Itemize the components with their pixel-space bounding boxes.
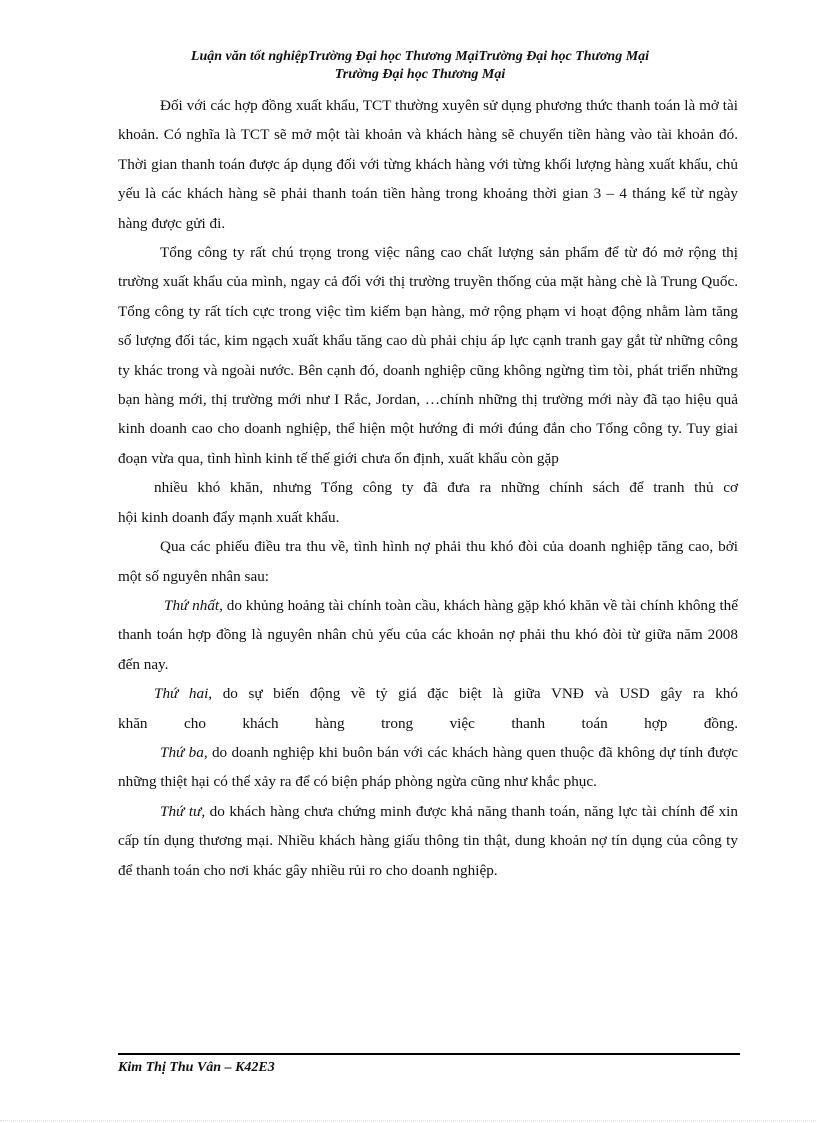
document-body (118, 91, 738, 885)
paragraph-reason-first (118, 591, 738, 679)
paragraph-reason-fourth (118, 797, 738, 885)
paragraph-bad-debt-intro: Qua các phiếu điều tra thu về, tình hình nợ phải thu khó đòi của doanh nghiệp tăng cao, bởi một số nguyên nhân sau: (118, 538, 738, 585)
header-title-line1: Luận văn tốt nghiệpTrường Đại học Thương MạiTrường Đại học Thương Mại (190, 49, 650, 64)
page-bottom-edge (0, 1120, 816, 1121)
paragraph-export-markets-continued: nhiều khó khăn, nhưng Tổng công ty đã đưa ra những chính sách để tranh thủ cơ (154, 479, 738, 497)
reason-fourth-lead: Thứ tư, (160, 802, 206, 820)
reason-second-lead: Thứ hai, (154, 685, 213, 703)
reason-fourth-text: do khách hàng chưa chứng minh được khả năng thanh toán, năng lực tài chính để xin cấp tín dụng thương mại. Nhiều khách hàng giấu thông tin thật, dung khoản nợ tín dụng của công ty để thanh toán cho nơi khác gây nhiều rủi ro cho doanh nghiệp. (118, 802, 738, 879)
paragraph-export-markets-end: hội kinh doanh đẩy mạnh xuất khẩu. (118, 508, 340, 526)
reason-second-text: do sự biến động về tỷ giá đặc biệt là giữa VNĐ và USD gây ra khó (212, 685, 738, 703)
reason-third-text: do doanh nghiệp khi buôn bán với các khách hàng quen thuộc đã không dự tính được những thiệt hại có thể xảy ra để có biện pháp phòng ngừa cũng như khắc phục. (118, 743, 738, 791)
paragraph-reason-third (118, 738, 738, 797)
footer-author: Kim Thị Thu Vân – K42E3 (118, 1060, 275, 1075)
reason-second-line2: khăn cho khách hàng trong việc thanh toán hợp đồng. (118, 714, 738, 732)
paragraph-export-markets: Tổng công ty rất chú trọng trong việc nâng cao chất lượng sản phẩm để từ đó mở rộng thị trường xuất khẩu của mình, ngay cả đối với thị trường truyền thống của mặt hàng chè là Trung Quốc. Tổng công ty rất tích cực trong việc tìm kiếm bạn hàng, mở rộng phạm vi hoạt động nhằm làm tăng số lượng đối tác, kim ngạch xuất khẩu tăng cao dù phải chịu áp lực cạnh tranh gay gắt từ những công ty khác trong và ngoài nước. Bên cạnh đó, doanh nghiệp cũng không ngừng tìm tòi, phát triển những bạn hàng mới, thị trường mới như I Rắc, Jordan, …chính những thị trường mới này đã tạo hiệu quả kinh doanh cao cho doanh nghiệp, thể hiện một hướng đi mới đúng đắn cho Tổng công ty. Tuy giai đoạn vừa qua, tình hình kinh tế thế giới chưa ổn định, xuất khẩu còn gặp (118, 244, 738, 467)
paragraph-payment-method: Đối với các hợp đồng xuất khẩu, TCT thường xuyên sử dụng phương thức thanh toán là mở tài khoản. Có nghĩa là TCT sẽ mở một tài khoản và khách hàng sẽ chuyển tiền hàng vào tài khoản đó. Thời gian thanh toán được áp dụng đối với từng khách hàng với từng khối lượng hàng xuất khẩu, chủ yếu là các khách hàng sẽ phải thanh toán tiền hàng trong khoảng thời gian 3 – 4 tháng kể từ ngày hàng được gửi đi. (118, 97, 738, 232)
page-header (110, 48, 730, 84)
header-title-line2: Trường Đại học Thương Mại (334, 67, 506, 82)
footer-divider (118, 1053, 740, 1055)
reason-third-lead: Thứ ba, (160, 743, 208, 761)
paragraph-reason-second (118, 679, 738, 708)
reason-first-lead: Thứ nhất (164, 596, 220, 614)
reason-first-text: , do khủng hoảng tài chính toàn cầu, khách hàng gặp khó khăn về tài chính không thể thanh toán hợp đồng là nguyên nhân chủ yếu của các khoản nợ phải thu khó đòi từ giữa năm 2008 đến nay. (118, 596, 738, 673)
